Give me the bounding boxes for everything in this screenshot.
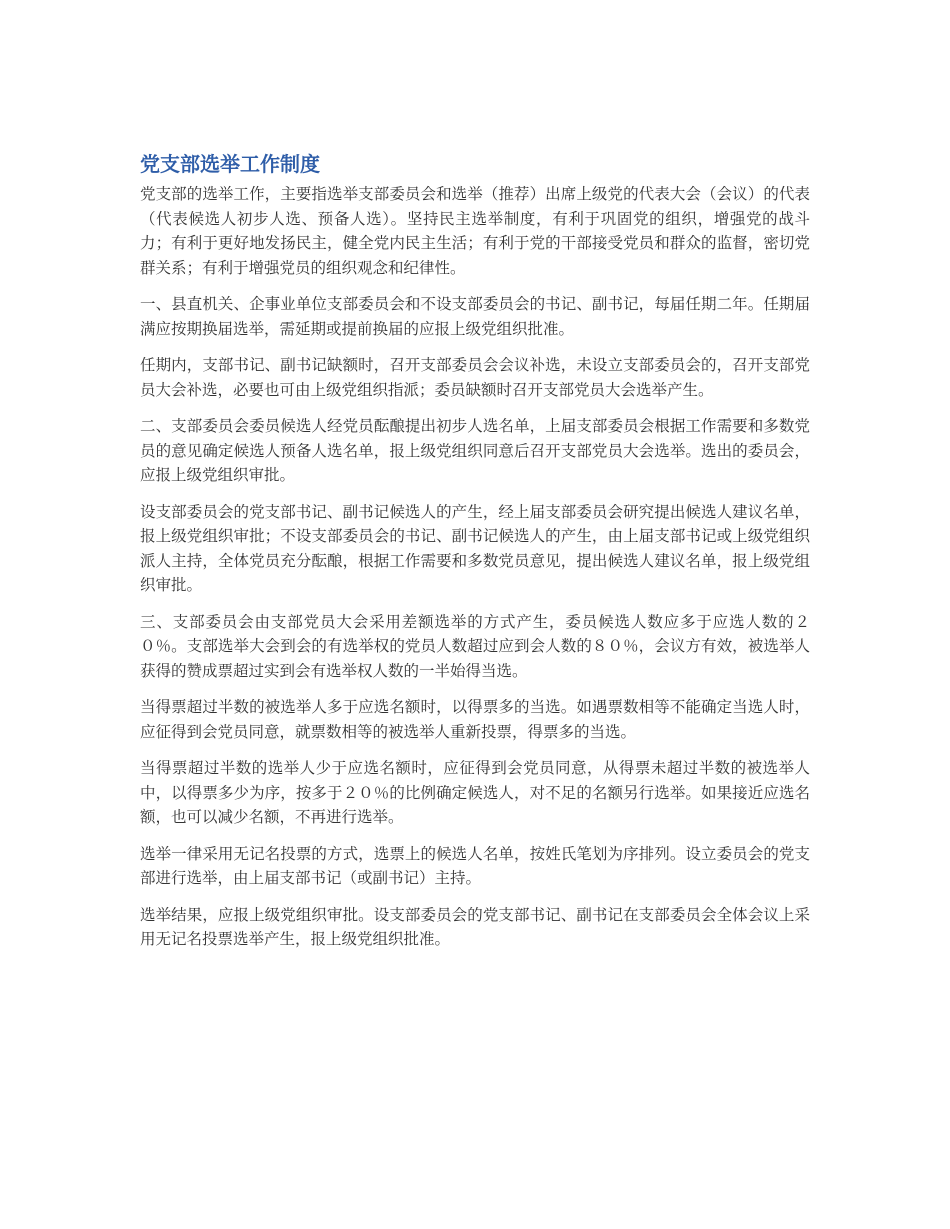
paragraph-results: 选举结果，应报上级党组织审批。设支部委员会的党支部书记、副书记在支部委员会全体会议上采用无记名投票选举产生，报上级党组织批准。 — [140, 905, 810, 948]
paragraph-excess-winners: 当得票超过半数的被选举人多于应选名额时，以得票多的当选。如遇票数相等不能确定当选人时，应征得到会党员同意，就票数相等的被选举人重新投票，得票多的当选。 — [140, 698, 810, 741]
paragraph-differential-election: 三、支部委员会由支部党员大会采用差额选举的方式产生，委员候选人数应多于应选人数的２０％。支部选举大会到会的有选举权的党员人数超过应到会人数的８０％，会议方有效，被选举人获得的赞成票超过实到会有选举权人数的一半始得当选。 — [140, 612, 810, 680]
paragraph-insufficient-winners: 当得票超过半数的选举人少于应选名额时，应征得到会党员同意，从得票未超过半数的被选举人中，以得票多少为序，按多于２０％的比例确定候选人，对不足的名额另行选举。如果接近应选名额，也可以减少名额，不再进行选举。 — [140, 759, 810, 826]
paragraph-secret-ballot: 选举一律采用无记名投票的方式，选票上的候选人名单，按姓氏笔划为序排列。设立委员会的党支部进行选举，由上届支部书记（或副书记）主持。 — [140, 844, 810, 887]
document-title: 党支部选举工作制度 — [140, 152, 320, 176]
document-page — [140, 148, 810, 964]
paragraph-term: 一、县直机关、企事业单位支部委员会和不设支部委员会的书记、副书记，每届任期二年。任期届满应按期换届选举，需延期或提前换届的应报上级党组织批准。 — [140, 295, 810, 338]
paragraph-vacancy: 任期内，支部书记、副书记缺额时，召开支部委员会会议补选，未设立支部委员会的，召开支部党员大会补选，必要也可由上级党组织指派；委员缺额时召开支部党员大会选举产生。 — [140, 356, 810, 399]
paragraph-secretary-candidates: 设支部委员会的党支部书记、副书记候选人的产生，经上届支部委员会研究提出候选人建议名单，报上级党组织审批；不设支部委员会的书记、副书记候选人的产生，由上届支部书记或上级党组织派人主持，全体党员充分酝酿，根据工作需要和多数党员意见，提出候选人建议名单，报上级党组织审批。 — [140, 502, 810, 594]
paragraph-intro: 党支部的选举工作，主要指选举支部委员会和选举（推荐）出席上级党的代表大会（会议）的代表（代表候选人初步人选、预备人选）。坚持民主选举制度，有利于巩固党的组织，增强党的战斗力；有利于更好地发扬民主，健全党内民主生活；有利于党的干部接受党员和群众的监督，密切党群关系；有利于增强党员的组织观念和纪律性。 — [140, 185, 810, 277]
paragraph-candidates: 二、支部委员会委员候选人经党员酝酿提出初步人选名单，上届支部委员会根据工作需要和多数党员的意见确定候选人预备人选名单，报上级党组织同意后召开支部党员大会选举。选出的委员会，应报上级党组织审批。 — [140, 417, 810, 484]
